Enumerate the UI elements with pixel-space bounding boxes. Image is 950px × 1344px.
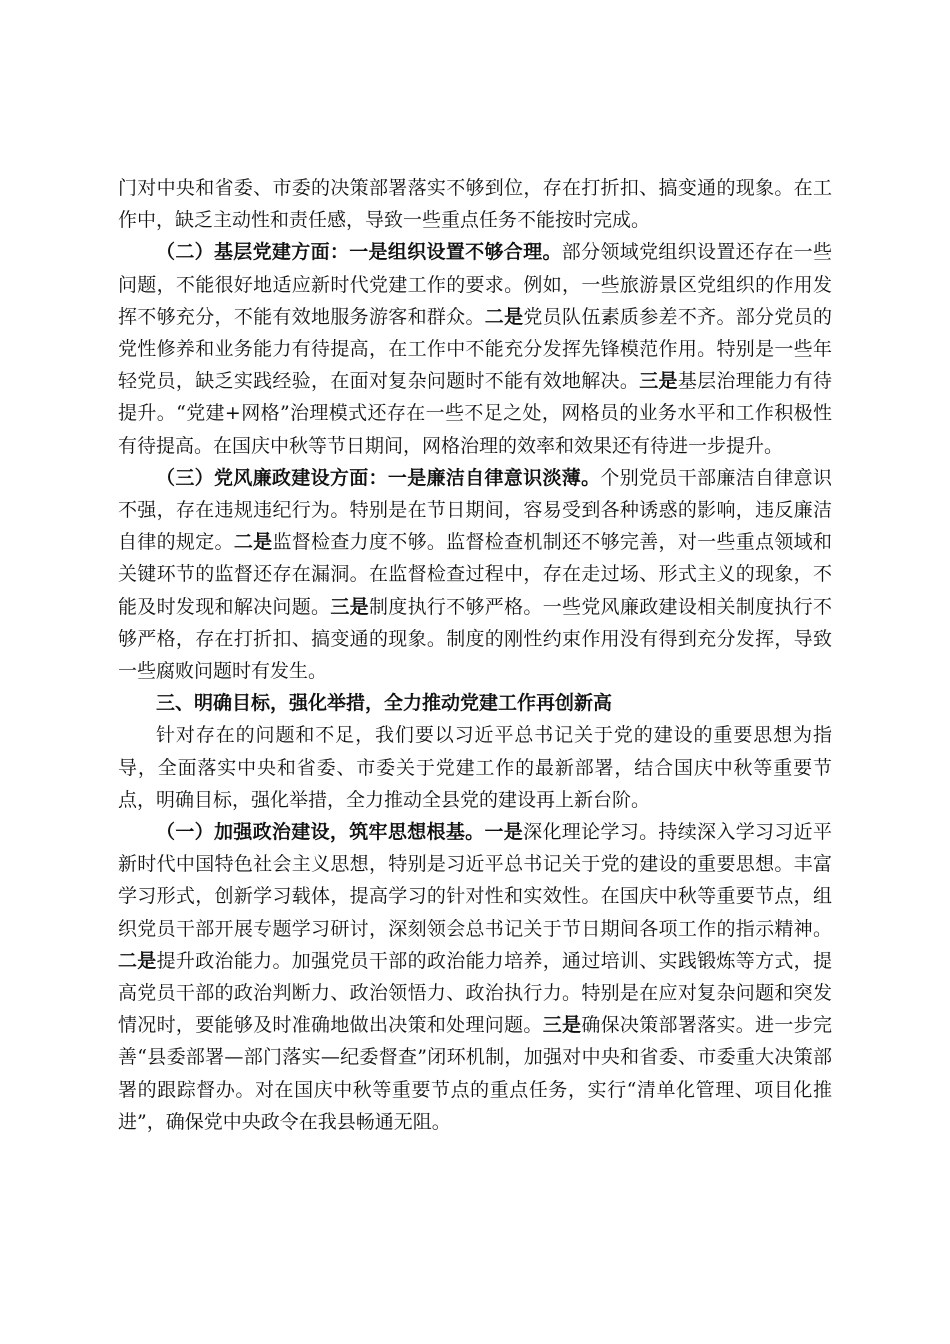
text-run: 党员队伍素质参差不齐。部分党员的党性修养和业务能力有待提高，在工作中不能充分发挥先锋模范作用。特别是一些年轻党员，缺乏实践经验，在面对复杂问题时不能有效地解决。 [118,305,832,393]
text-run: 二是 [484,305,524,328]
text-run: （二）基层党建方面：一是组织设置不够合理。 [156,241,562,264]
paragraph [118,719,832,816]
text-run: 三是 [330,595,369,618]
text-run: 二是 [233,531,273,554]
section-heading [118,687,832,719]
document-body [118,172,832,1138]
text-run: 提升政治能力。加强党员干部的政治能力培养，通过培训、实践锻炼等方式，提高党员干部的政治判断力、政治领悟力、政治执行力。特别是在应对复杂问题和突发情况时，要能够及时准确地做出决策和处理问题。 [118,949,832,1037]
text-run: 深化理论学习。持续深入学习习近平新时代中国特色社会主义思想，特别是习近平总书记关于党的建设的重要思想。丰富学习形式，创新学习载体，提高学习的针对性和实效性。在国庆中秋等重要节点，组织党员干部开展专题学习研讨，深刻领会总书记关于节日期间各项工作的指示精神。 [118,821,832,940]
text-run: 监督检查力度不够。监督检查机制还不够完善，对一些重点领域和关键环节的监督还存在漏洞。在监督检查过程中，存在走过场、形式主义的现象，不能及时发现和解决问题。 [118,531,832,618]
text-run: 确保决策部署落实。进一步完善“县委部署—部门落实—纪委督查”闭环机制，加强对中央和省委、市委重大决策部署的跟踪督办。对在国庆中秋等重要节点的重点任务，实行“清单化管理、项目化推进”，确保党中央政令在我县畅通无阻。 [118,1014,832,1133]
text-run: 门对中央和省委、市委的决策部署落实不够到位，存在打折扣、搞变通的现象。在工作中，缺乏主动性和责任感，导致一些重点任务不能按时完成。 [118,177,832,232]
text-run: 部分领域党组织设置还存在一些问题，不能很好地适应新时代党建工作的要求。例如，一些旅游景区党组织的作用发挥不够充分，不能有效地服务游客和群众。 [118,241,832,328]
paragraph [118,236,832,461]
text-run: 个别党员干部廉洁自律意识不强，存在违规违纪行为。特别是在节日期间，容易受到各种诱惑的影响，违反廉洁自律的规定。 [118,466,832,554]
text-run: 基层治理能力有待提升。“党建+网格”治理模式还存在一些不足之处，网格员的业务水平和工作积极性有待提高。在国庆中秋等节日期间，网格治理的效率和效果还有待进一步提升。 [118,370,832,457]
paragraph [118,816,832,1138]
text-run: 三是 [542,1014,582,1037]
text-run: 制度执行不够严格。一些党风廉政建设相关制度执行不够严格，存在打折扣、搞变通的现象。制度的刚性约束作用没有得到充分发挥，导致一些腐败问题时有发生。 [118,595,832,683]
paragraph [118,172,832,236]
text-run: 三、明确目标，强化举措，全力推动党建工作再创新高 [156,692,613,715]
text-run: （一）加强政治建设，筑牢思想根基。一是 [156,821,524,844]
paragraph [118,462,832,687]
text-run: 针对存在的问题和不足，我们要以习近平总书记关于党的建设的重要思想为指导，全面落实中央和省委、市委关于党建工作的最新部署，结合国庆中秋等重要节点，明确目标，强化举措，全力推动全县党的建设再上新台阶。 [118,724,832,811]
text-run: 三是 [639,370,678,393]
text-run: （三）党风廉政建设方面：一是廉洁自律意识淡薄。 [156,466,601,489]
text-run: 二是 [118,949,157,972]
